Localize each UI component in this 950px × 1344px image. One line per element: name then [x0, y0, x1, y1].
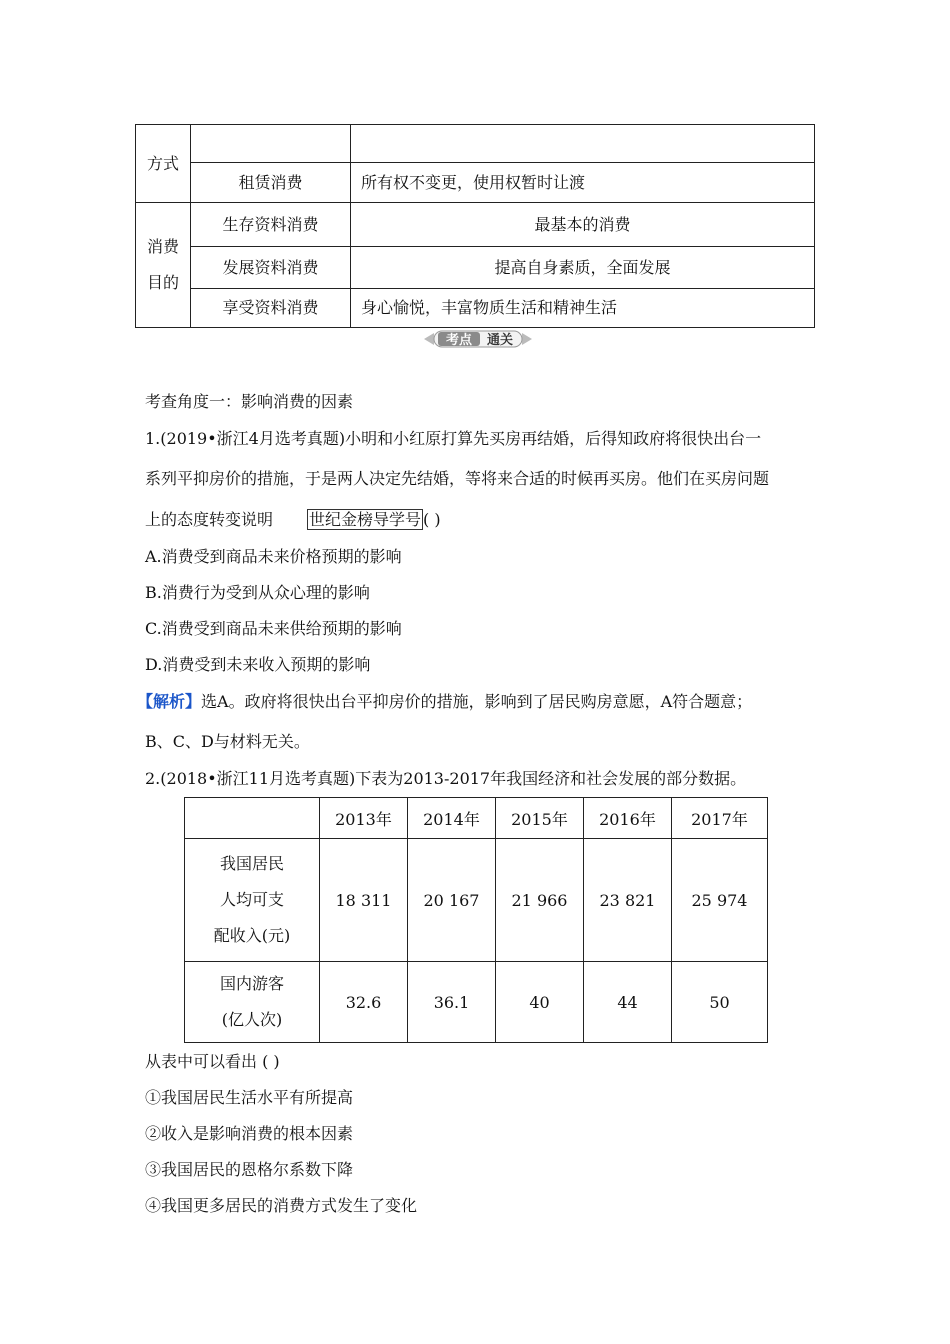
question-1-line — [145, 507, 441, 530]
income-value: 25 974 — [672, 839, 768, 962]
banner-text-2: 通关 — [486, 333, 514, 348]
row-header-line: 我国居民 — [219, 854, 284, 873]
data-table — [184, 797, 768, 1043]
year-header: 2017年 — [672, 798, 768, 839]
banner-text-1: 考点 — [445, 333, 473, 348]
year-header: 2015年 — [496, 798, 584, 839]
row-description: 提高自身素质，全面发展 — [351, 247, 815, 289]
row-header-line: (亿人次) — [221, 1010, 283, 1029]
income-value: 18 311 — [320, 839, 408, 962]
tourist-value: 40 — [496, 962, 584, 1043]
table-header-cell — [185, 798, 320, 839]
group-label-line: 目的 — [146, 273, 179, 292]
row-header-income — [185, 839, 320, 962]
statement-1: ①我国居民生活水平有所提高 — [145, 1088, 354, 1107]
group-cell-purpose — [136, 203, 191, 328]
question-2-prompt: 从表中可以看出 ( ) — [145, 1052, 280, 1071]
row-item-label: 生存资料消费 — [191, 203, 351, 247]
row-header-line: 配收入(元) — [213, 926, 291, 945]
group-label-line: 消费 — [146, 237, 179, 256]
question-2-intro: 2.(2018•浙江11月选考真题)下表为2013-2017年我国经济和社会发展的部分数据。 — [145, 769, 747, 788]
option-b: B.消费行为受到从众心理的影响 — [145, 583, 370, 602]
source-tag: 世纪金榜导学号 — [309, 510, 422, 529]
row-header-line: 人均可支 — [219, 890, 284, 909]
statement-2: ②收入是影响消费的根本因素 — [145, 1124, 354, 1143]
year-header: 2016年 — [584, 798, 672, 839]
option-a: A.消费受到商品未来价格预期的影响 — [145, 547, 402, 566]
row-header-line: 国内游客 — [219, 974, 284, 993]
question-1-line: 1.(2019•浙江4月选考真题)小明和小红原打算先买房再结婚，后得知政府将很快出台一 — [145, 429, 762, 448]
row-item-label: 享受资料消费 — [191, 289, 351, 328]
question-1-text: 上的态度转变说明 — [145, 510, 274, 529]
row-item-label: 发展资料消费 — [191, 247, 351, 289]
consumption-type-table — [135, 124, 815, 328]
option-c: C.消费受到商品未来供给预期的影响 — [145, 619, 402, 638]
tourist-value: 50 — [672, 962, 768, 1043]
analysis-text: B、C、D与材料无关。 — [145, 732, 310, 751]
table-cell — [351, 125, 815, 163]
income-value: 23 821 — [584, 839, 672, 962]
analysis-text: 选A。政府将很快出台平抑房价的措施，影响到了居民购房意愿，A符合题意； — [201, 692, 753, 711]
question-1-line: 系列平抑房价的措施，于是两人决定先结婚，等将来合适的时候再买房。他们在买房问题 — [145, 469, 770, 488]
analysis — [137, 689, 752, 712]
section-banner — [422, 327, 534, 351]
row-header-tourists — [185, 962, 320, 1043]
income-value: 21 966 — [496, 839, 584, 962]
row-description: 最基本的消费 — [351, 203, 815, 247]
statement-4: ④我国更多居民的消费方式发生了变化 — [145, 1196, 418, 1215]
option-d: D.消费受到未来收入预期的影响 — [145, 655, 371, 674]
group-cell-method: 方式 — [136, 125, 191, 203]
answer-bracket: ( ) — [423, 510, 441, 529]
year-header: 2014年 — [408, 798, 496, 839]
tourist-value: 44 — [584, 962, 672, 1043]
table-cell — [191, 125, 351, 163]
row-description: 所有权不变更，使用权暂时让渡 — [351, 163, 815, 203]
income-value: 20 167 — [408, 839, 496, 962]
row-description: 身心愉悦，丰富物质生活和精神生活 — [351, 289, 815, 328]
year-header: 2013年 — [320, 798, 408, 839]
row-item-label: 租赁消费 — [191, 163, 351, 203]
analysis-label: 【解析】 — [137, 692, 202, 711]
section-title: 考查角度一：影响消费的因素 — [145, 392, 354, 411]
tourist-value: 36.1 — [408, 962, 496, 1043]
statement-3: ③我国居民的恩格尔系数下降 — [145, 1160, 354, 1179]
tourist-value: 32.6 — [320, 962, 408, 1043]
